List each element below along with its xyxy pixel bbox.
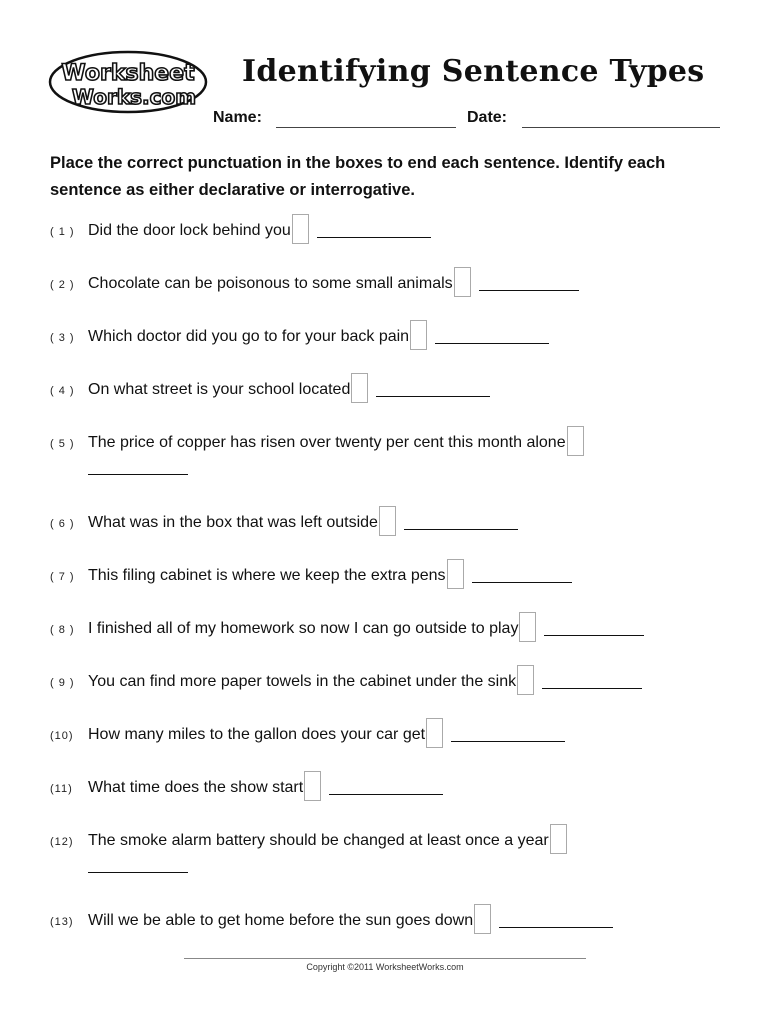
answer-line[interactable] [317, 223, 431, 238]
answer-line[interactable] [472, 568, 572, 583]
punctuation-box[interactable] [474, 904, 491, 934]
question-8 [50, 612, 644, 642]
answer-line[interactable] [544, 621, 644, 636]
punctuation-box[interactable] [351, 373, 368, 403]
question-number: (12) [50, 836, 74, 848]
answer-line[interactable] [404, 515, 518, 530]
question-text: Did the door lock behind you [88, 222, 291, 239]
question-text: The smoke alarm battery should be changed at least once a year [88, 832, 549, 849]
question-number: ( 9 ) [50, 677, 75, 689]
name-label: Name: [213, 109, 262, 126]
question-9 [50, 665, 642, 695]
punctuation-box[interactable] [410, 320, 427, 350]
date-label: Date: [467, 109, 508, 126]
answer-line[interactable] [88, 872, 188, 873]
question-7 [50, 559, 572, 589]
punctuation-box[interactable] [292, 214, 309, 244]
worksheet-title: Identifying Sentence Types [242, 54, 705, 89]
answer-line[interactable] [329, 780, 443, 795]
copyright-footer: Copyright ©2011 WorksheetWorks.com [306, 962, 464, 972]
logo-line2: Works.com [71, 85, 197, 109]
punctuation-box[interactable] [454, 267, 471, 297]
punctuation-box[interactable] [567, 426, 584, 456]
question-text: Which doctor did you go to for your back pain [88, 328, 410, 345]
question-number: ( 5 ) [50, 438, 75, 450]
answer-line[interactable] [435, 329, 549, 344]
punctuation-box[interactable] [304, 771, 321, 801]
question-text: On what street is your school located [88, 381, 351, 398]
answer-line[interactable] [542, 674, 642, 689]
answer-line[interactable] [479, 276, 579, 291]
date-field-line[interactable] [522, 127, 720, 128]
answer-line[interactable] [499, 913, 613, 928]
question-number: ( 3 ) [50, 332, 75, 344]
name-field-line[interactable] [276, 127, 456, 128]
answer-line[interactable] [88, 474, 188, 475]
question-number: ( 6 ) [50, 518, 75, 530]
question-number: ( 4 ) [50, 385, 75, 397]
question-text: What time does the show start [88, 779, 304, 796]
punctuation-box[interactable] [447, 559, 464, 589]
question-text: Will we be able to get home before the sun goes down [88, 912, 474, 929]
question-text: Chocolate can be poisonous to some small animals [88, 275, 453, 292]
question-number: (10) [50, 730, 74, 742]
question-number: (11) [50, 783, 73, 795]
question-text: The price of copper has risen over twenty per cent this month alone [88, 434, 566, 451]
question-text: This filing cabinet is where we keep the extra pens [88, 567, 446, 584]
question-3 [50, 320, 549, 350]
question-number: ( 8 ) [50, 624, 75, 636]
answer-line[interactable] [451, 727, 565, 742]
punctuation-box[interactable] [379, 506, 396, 536]
question-number: (13) [50, 916, 74, 928]
answer-line[interactable] [376, 382, 490, 397]
question-text: I finished all of my homework so now I can go outside to play [88, 620, 519, 637]
question-text: What was in the box that was left outside [88, 514, 378, 531]
question-text: How many miles to the gallon does your car get [88, 726, 426, 743]
worksheetworks-logo [48, 50, 208, 114]
question-10 [50, 718, 565, 748]
punctuation-box[interactable] [519, 612, 536, 642]
question-number: ( 7 ) [50, 571, 75, 583]
footer-divider [184, 958, 586, 959]
logo-line1: Worksheet [61, 61, 195, 86]
question-5 [50, 426, 584, 456]
question-text: You can find more paper towels in the cabinet under the sink [88, 673, 517, 690]
instructions: Place the correct punctuation in the boxes to end each sentence. Identify each sentence as either declarative or interrogative. [50, 154, 666, 199]
question-2 [50, 267, 579, 297]
question-number: ( 2 ) [50, 279, 75, 291]
question-13 [50, 904, 613, 934]
question-4 [50, 373, 490, 403]
question-1 [50, 214, 431, 244]
question-6 [50, 506, 518, 536]
punctuation-box[interactable] [517, 665, 534, 695]
punctuation-box[interactable] [550, 824, 567, 854]
question-11 [50, 771, 443, 801]
question-number: ( 1 ) [50, 226, 75, 238]
question-12 [50, 824, 567, 854]
punctuation-box[interactable] [426, 718, 443, 748]
